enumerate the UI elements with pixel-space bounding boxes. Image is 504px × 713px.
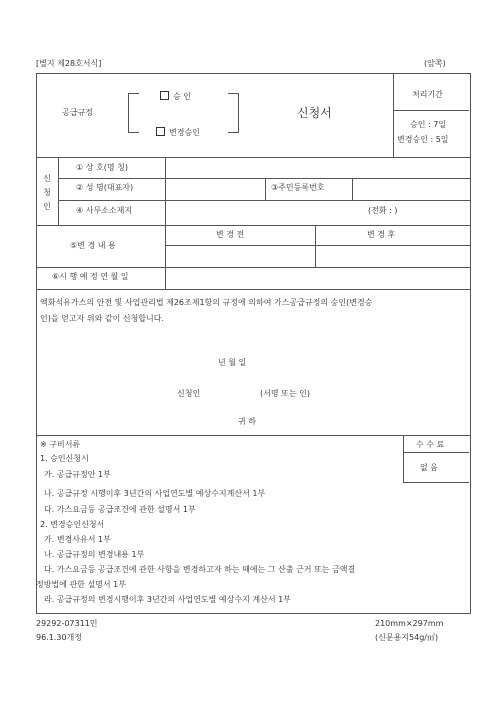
regno-field[interactable] — [354, 180, 466, 198]
addressee: 귀 하 — [238, 417, 256, 426]
name-field[interactable] — [167, 159, 467, 177]
title-prefix: 공급규정 — [62, 108, 93, 117]
checkbox-icon — [160, 91, 169, 100]
change-after-field[interactable] — [317, 247, 467, 265]
doc-item: 나. 공급규정의 변경내용 1부 — [44, 550, 145, 559]
form-frame — [36, 73, 471, 614]
effective-date-label: ⑥시 행 예 정 연 월 일 — [52, 272, 129, 281]
effective-date-field[interactable] — [167, 269, 467, 287]
doc-item: 다. 가스요금등 공급조건에 관한 사항을 변경하고자 하는 때에는 그 산출 근거 또는 금액결 — [44, 565, 356, 574]
doc-item: 2. 변경승인신청서 — [40, 520, 105, 529]
applicant-group-label: 신청인 — [43, 174, 51, 211]
doc-item: 가. 공급규정안 1부 — [44, 470, 111, 479]
statement-line1: 액화석유가스의 안전 및 사업관리법 제26조제1항의 규정에 의하여 가스공급규정의 승인(변경승 — [40, 298, 373, 307]
option-change-approval[interactable]: 변경승인 — [156, 127, 200, 137]
footer-revised: 96.1.30개정 — [36, 633, 82, 642]
fee-label: 수 수 료 — [416, 440, 445, 449]
doc-item: 나. 공급규정 시행이후 3년간의 사업연도별 예상수지계산서 1부 — [44, 489, 266, 498]
documents-title: ※ 구비서류 — [40, 440, 81, 449]
doc-item: 가. 변경사유서 1부 — [44, 535, 111, 544]
doc-item: 다. 가스요금등 공급조건에 관한 설명서 1부 — [44, 505, 196, 514]
right-bracket — [228, 93, 239, 133]
change-after-header: 변 경 후 — [367, 230, 396, 239]
change-label: ⑤변 경 내 용 — [70, 241, 116, 250]
signature-hint: (서명 또는 인) — [260, 389, 310, 398]
statement-line2: 인)을 얻고자 위와 같이 신청합니다. — [40, 314, 165, 323]
representative-label: ② 성 명(대표자) — [76, 183, 134, 192]
fee-value: 없 음 — [420, 463, 438, 472]
option-approval[interactable]: 승 인 — [160, 91, 191, 101]
change-before-header: 변 경 전 — [216, 230, 245, 239]
address-label: ④ 사무소소재지 — [76, 206, 133, 215]
left-bracket — [128, 93, 139, 133]
form-number: [별지 제28호서식] — [36, 59, 102, 68]
processing-change: 변경승인 : 5일 — [397, 135, 449, 144]
page-side: (앞쪽) — [424, 59, 446, 68]
change-before-field[interactable] — [167, 247, 313, 265]
checkbox-icon — [156, 127, 165, 136]
phone-label: (전화 : ) — [368, 206, 398, 215]
doc-item: 라. 공급규정의 변경시행이후 3년간의 사업연도별 예상수지 계산서 1부 — [44, 595, 291, 604]
name-label: ① 상 호(명 칭) — [76, 163, 128, 172]
processing-label: 처리기간 — [412, 90, 443, 99]
footer-code: 29292-07311민 — [36, 619, 98, 628]
footer-size: 210mm×297mm — [375, 619, 444, 628]
regno-label: ③주민등록번호 — [271, 183, 325, 192]
processing-approval: 승인 : 7일 — [410, 120, 447, 129]
representative-field[interactable] — [167, 180, 263, 198]
statement-date: 년 월 일 — [218, 358, 247, 367]
doc-item: 1. 승인신청시 — [40, 454, 89, 463]
form-title: 신청서 — [297, 106, 332, 120]
address-field[interactable] — [167, 202, 363, 222]
doc-item: 정방법에 관한 설명서 1부 — [36, 580, 126, 589]
footer-paper: (신문용지54g/㎡) — [375, 633, 439, 642]
applicant-sign-label: 신청인 — [177, 389, 201, 398]
